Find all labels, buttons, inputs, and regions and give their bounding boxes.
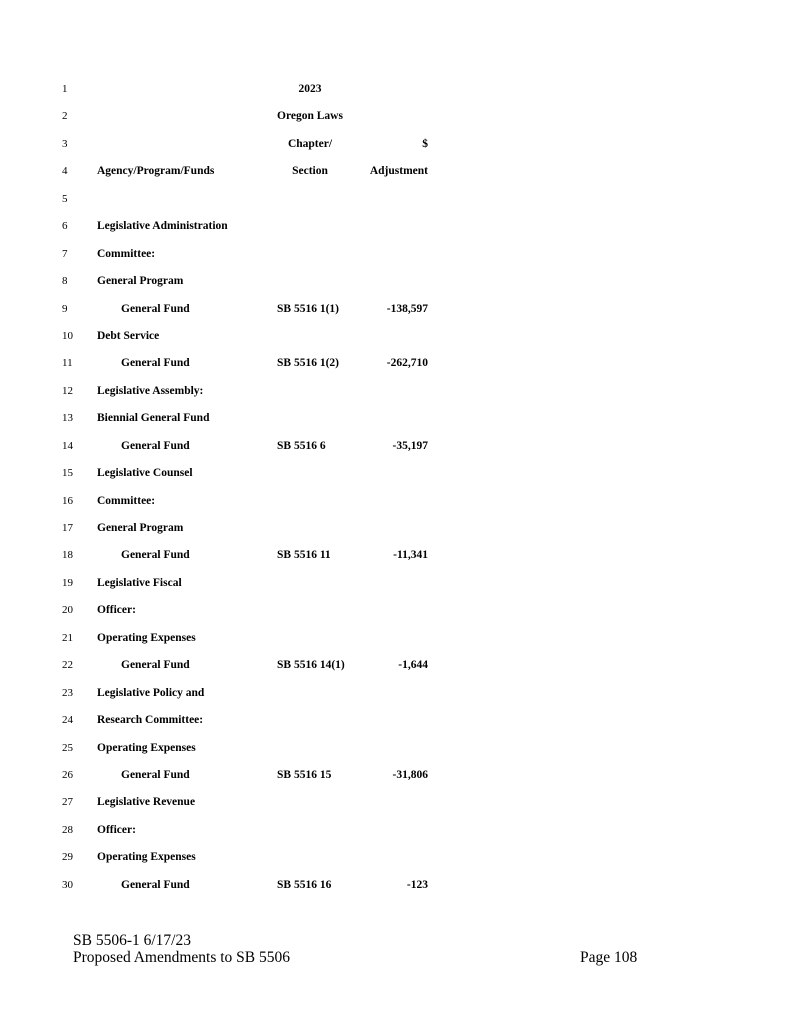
line-number: 22 [62, 659, 73, 671]
fund-name: General Fund [121, 357, 190, 369]
header-dollar-sign: $ [422, 138, 428, 150]
agency-name: Committee: [97, 248, 156, 260]
doc-line-16 [0, 491, 800, 511]
doc-line-29 [0, 847, 800, 867]
program-name: Biennial General Fund [97, 412, 210, 424]
program-name: Operating Expenses [97, 632, 196, 644]
agency-name: Legislative Revenue [97, 796, 196, 808]
section-reference: SB 5516 1(2) [277, 357, 339, 369]
doc-line-26 [0, 765, 800, 785]
doc-line-10 [0, 326, 800, 346]
program-name: General Program [97, 522, 184, 534]
line-number: 20 [62, 604, 73, 616]
agency-name: Legislative Assembly: [97, 385, 204, 397]
doc-line-30 [0, 875, 800, 895]
doc-line-12 [0, 381, 800, 401]
page-number: Page 108 [580, 949, 638, 966]
agency-name: Officer: [97, 604, 136, 616]
adjustment-amount: -31,806 [392, 769, 428, 781]
footer-doc-id: SB 5506-1 6/17/23 [73, 932, 191, 949]
line-number: 16 [62, 495, 73, 507]
line-number: 18 [62, 549, 73, 561]
agency-name: Legislative Administration [97, 220, 228, 232]
line-number: 28 [62, 824, 73, 836]
agency-name: Legislative Policy and [97, 687, 205, 699]
section-reference: SB 5516 1(1) [277, 303, 339, 315]
line-number: 8 [62, 275, 68, 287]
line-number: 11 [62, 357, 73, 369]
doc-line-23 [0, 683, 800, 703]
doc-line-8 [0, 271, 800, 291]
doc-line-5 [0, 189, 800, 209]
agency-name: Officer: [97, 824, 136, 836]
header-agency-program-funds: Agency/Program/Funds [97, 165, 215, 177]
doc-line-2 [0, 106, 800, 126]
fund-name: General Fund [121, 769, 190, 781]
line-number: 13 [62, 412, 73, 424]
line-number: 4 [62, 165, 68, 177]
doc-line-27 [0, 792, 800, 812]
adjustment-amount: -123 [406, 879, 428, 891]
program-name: Debt Service [97, 330, 160, 342]
header-adjustment: Adjustment [369, 165, 428, 177]
section-reference: SB 5516 14(1) [277, 659, 345, 671]
agency-name: Committee: [97, 495, 156, 507]
line-number: 3 [62, 138, 68, 150]
doc-line-17 [0, 518, 800, 538]
section-reference: SB 5516 6 [277, 440, 326, 452]
line-number: 30 [62, 879, 73, 891]
line-number: 21 [62, 632, 73, 644]
line-number: 27 [62, 796, 73, 808]
header-year: 2023 [298, 83, 322, 95]
doc-line-22 [0, 655, 800, 675]
fund-name: General Fund [121, 440, 190, 452]
program-name: General Program [97, 275, 184, 287]
adjustment-amount: -262,710 [386, 357, 428, 369]
doc-line-15 [0, 463, 800, 483]
header-chapter: Chapter/ [287, 138, 333, 150]
agency-name: Legislative Counsel [97, 467, 193, 479]
fund-name: General Fund [121, 659, 190, 671]
line-number: 25 [62, 742, 73, 754]
line-number: 1 [62, 83, 68, 95]
doc-line-4 [0, 161, 800, 181]
adjustment-amount: -1,644 [398, 659, 428, 671]
line-number: 5 [62, 193, 68, 205]
section-reference: SB 5516 15 [277, 769, 332, 781]
doc-line-6 [0, 216, 800, 236]
adjustment-amount: -35,197 [392, 440, 428, 452]
fund-name: General Fund [121, 303, 190, 315]
section-reference: SB 5516 11 [277, 549, 331, 561]
doc-line-25 [0, 738, 800, 758]
line-number: 12 [62, 385, 73, 397]
line-number: 23 [62, 687, 73, 699]
fund-name: General Fund [121, 879, 190, 891]
doc-line-18 [0, 545, 800, 565]
agency-name: Legislative Fiscal [97, 577, 182, 589]
adjustment-amount: -138,597 [386, 303, 428, 315]
adjustment-amount: -11,341 [393, 549, 428, 561]
doc-line-20 [0, 600, 800, 620]
doc-line-19 [0, 573, 800, 593]
doc-line-13 [0, 408, 800, 428]
line-number: 17 [62, 522, 73, 534]
doc-line-21 [0, 628, 800, 648]
line-number: 7 [62, 248, 68, 260]
doc-line-1 [0, 79, 800, 99]
section-reference: SB 5516 16 [277, 879, 332, 891]
doc-line-14 [0, 436, 800, 456]
line-number: 15 [62, 467, 73, 479]
line-number: 24 [62, 714, 73, 726]
line-number: 14 [62, 440, 73, 452]
line-number: 9 [62, 303, 68, 315]
agency-name: Research Committee: [97, 714, 204, 726]
line-number: 19 [62, 577, 73, 589]
line-number: 10 [62, 330, 73, 342]
page-footer [73, 932, 290, 966]
program-name: Operating Expenses [97, 851, 196, 863]
doc-line-9 [0, 299, 800, 319]
program-name: Operating Expenses [97, 742, 196, 754]
fund-name: General Fund [121, 549, 190, 561]
line-number: 26 [62, 769, 73, 781]
doc-line-24 [0, 710, 800, 730]
line-number: 2 [62, 110, 68, 122]
footer-description: Proposed Amendments to SB 5506 [73, 949, 291, 966]
doc-line-3 [0, 134, 800, 154]
line-number: 29 [62, 851, 73, 863]
doc-line-11 [0, 353, 800, 373]
line-number: 6 [62, 220, 68, 232]
doc-line-28 [0, 820, 800, 840]
header-section: Section [292, 165, 328, 177]
header-oregon-laws: Oregon Laws [277, 110, 343, 122]
doc-line-7 [0, 244, 800, 264]
